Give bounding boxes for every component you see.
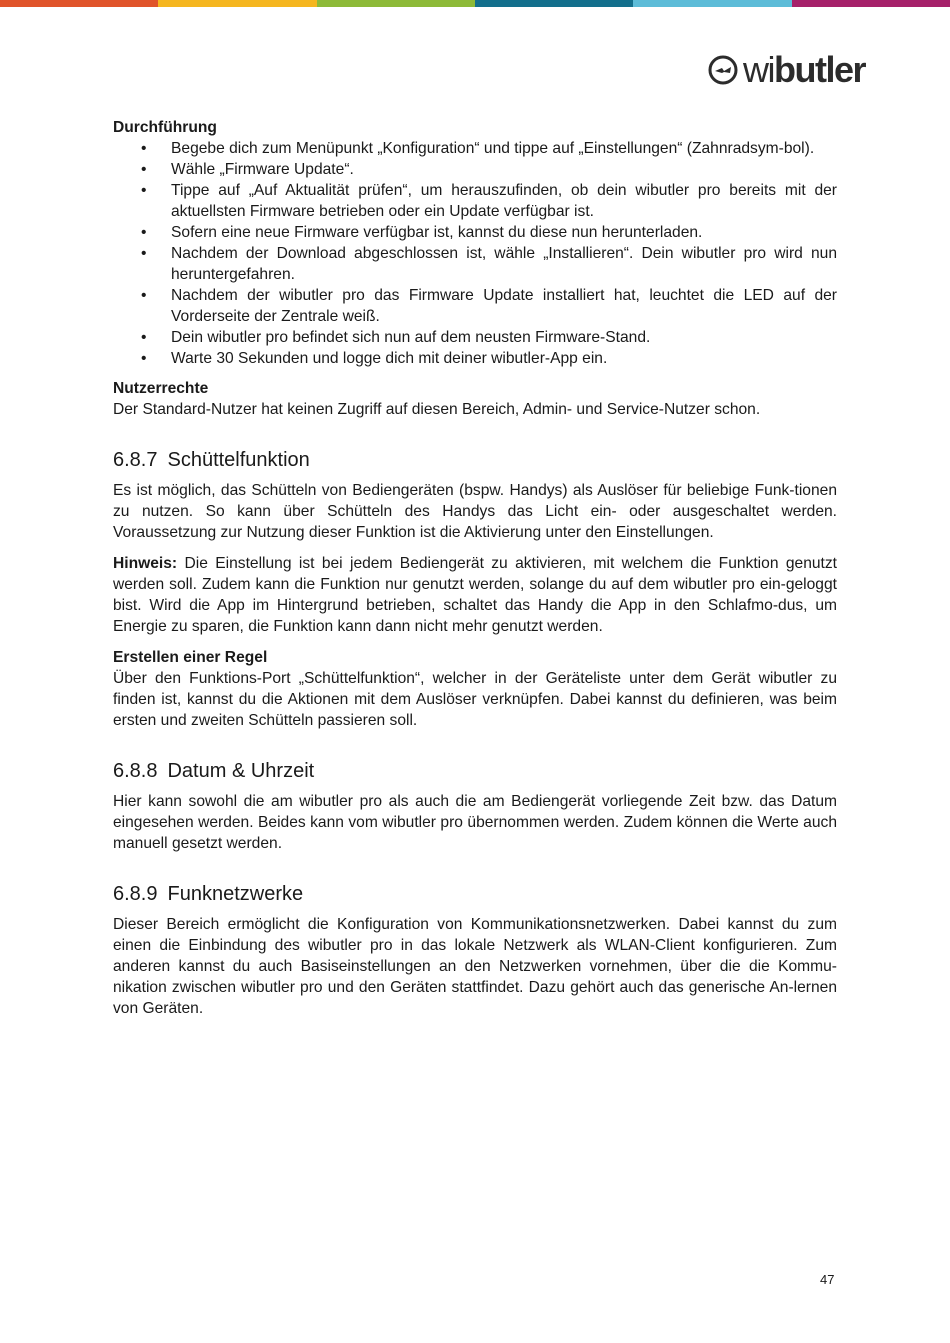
- list-item: [113, 159, 837, 180]
- section-heading-6-8-8: [113, 758, 837, 784]
- section-title: Datum & Uhrzeit: [167, 760, 315, 782]
- heading-durchfuehrung: Durchführung: [113, 119, 217, 136]
- bullet-icon: •: [141, 140, 147, 157]
- logo-text-butler: butler: [774, 49, 866, 90]
- list-item: [113, 138, 837, 159]
- wibutler-logo-icon: [707, 54, 739, 86]
- bullet-icon: •: [141, 224, 147, 241]
- bullet-icon: •: [141, 350, 147, 367]
- datum-paragraph: Hier kann sowohl die am wibutler pro als auch die am Bediengerät vorliegende Zeit bzw. das Datum eingesehen werden. Beides kann vom wibutler pro übernommen werden. Zudem können die Werte auch manuell gesetzt werden.: [113, 793, 837, 852]
- bullet-icon: •: [141, 329, 147, 346]
- hint-paragraph: [113, 553, 837, 637]
- funknetzwerke-paragraph: Dieser Bereich ermöglicht die Konfiguration von Kommunikationsnetzwerken. Dabei kannst du zum einen die Einbindung des wibutler pro in das lokale Netzwerk als WLAN-Client konfigurieren. Zum anderen kannst du auch Basiseinstellungen an den Netzwerken vornehmen, über die die Kommu-nikation zwischen wibutler pro und den Geräten stattfindet. Dazu gehört auch das generische An-lernen von Geräten.: [113, 916, 837, 1017]
- steps-list: [113, 138, 837, 369]
- color-bar-segment: [633, 0, 791, 7]
- list-item-text: Nachdem der wibutler pro das Firmware Update installiert hat, leuchtet die LED auf der Vorderseite der Zentrale weiß.: [171, 287, 837, 325]
- section-title: Funknetzwerke: [167, 883, 304, 905]
- section-heading-6-8-7: [113, 447, 837, 473]
- list-item-text: Nachdem der Download abgeschlossen ist, wähle „Installieren“. Dein wibutler pro wird nun heruntergefahren.: [171, 245, 837, 283]
- list-item: [113, 327, 837, 348]
- list-item-text: Begebe dich zum Menüpunkt „Konfiguration“ und tippe auf „Einstellungen“ (Zahnradsym-bol).: [171, 140, 815, 157]
- section-title: Schüttelfunktion: [167, 449, 310, 471]
- bullet-icon: •: [141, 161, 147, 178]
- section-number: 6.8.8: [113, 760, 158, 782]
- list-item-text: Dein wibutler pro befindet sich nun auf dem neusten Firmware-Stand.: [171, 329, 651, 346]
- color-bar-segment: [475, 0, 633, 7]
- regel-paragraph: Über den Funktions-Port „Schüttelfunktion“, welcher in der Geräteliste unter dem Gerät wibutler zu finden ist, kannst du die Aktionen mit dem Auslöser verknüpfen. Dabei kannst du definieren, was beim ersten und zweiten Schütteln passieren soll.: [113, 670, 837, 729]
- color-bar-segment: [317, 0, 475, 7]
- section-heading-6-8-9: [113, 881, 837, 907]
- hint-text: Die Einstellung ist bei jedem Bediengerät zu aktivieren, mit welchem die Funktion genutzt werden soll. Zudem kann die Funktion nur genutzt werden, solange du auf dem wibutler pro ein-geloggt bist. Wird die App im Hintergrund betrieben, schaltet das Handy die App in den Schlafmo-dus, um Energie zu sparen, die Funktion kann dann nicht mehr genutzt werden.: [113, 555, 837, 635]
- bullet-icon: •: [141, 182, 147, 199]
- bullet-icon: •: [141, 287, 147, 304]
- bullet-icon: •: [141, 245, 147, 262]
- heading-regel: Erstellen einer Regel: [113, 649, 268, 666]
- list-item: [113, 243, 837, 285]
- page-number: 47: [820, 1272, 835, 1287]
- list-item-text: Wähle „Firmware Update“.: [171, 161, 354, 178]
- list-item-text: Tippe auf „Auf Aktualität prüfen“, um herauszufinden, ob dein wibutler pro bereits mit der aktuellsten Firmware betrieben oder ein Update verfügbar ist.: [171, 182, 837, 220]
- page-content: [113, 117, 837, 1019]
- wibutler-logo-text: [743, 49, 866, 90]
- color-bar-segment: [158, 0, 316, 7]
- section-number: 6.8.7: [113, 449, 158, 471]
- list-item: [113, 348, 837, 369]
- schuettel-paragraph: Es ist möglich, das Schütteln von Bediengeräten (bspw. Handys) als Auslöser für beliebige Funk-tionen zu nutzen. So kann über Schütteln des Handys das Licht ein- oder ausgeschaltet werden. Voraussetzung zur Nutzung dieser Funktion ist die Aktivierung unter den Einstellungen.: [113, 482, 837, 541]
- hint-label: Hinweis:: [113, 555, 178, 572]
- heading-nutzerrechte: Nutzerrechte: [113, 380, 209, 397]
- list-item: [113, 285, 837, 327]
- list-item: [113, 222, 837, 243]
- list-item-text: Warte 30 Sekunden und logge dich mit deiner wibutler-App ein.: [171, 350, 608, 367]
- logo-text-wi: wi: [743, 49, 774, 90]
- wibutler-logo: [707, 49, 866, 90]
- color-bar-segment: [792, 0, 950, 7]
- color-bar-segment: [0, 0, 158, 7]
- list-item: [113, 180, 837, 222]
- color-bar: [0, 0, 950, 7]
- nutzerrechte-text: Der Standard-Nutzer hat keinen Zugriff auf diesen Bereich, Admin- und Service-Nutzer schon.: [113, 401, 761, 418]
- list-item-text: Sofern eine neue Firmware verfügbar ist, kannst du diese nun herunterladen.: [171, 224, 703, 241]
- section-number: 6.8.9: [113, 883, 158, 905]
